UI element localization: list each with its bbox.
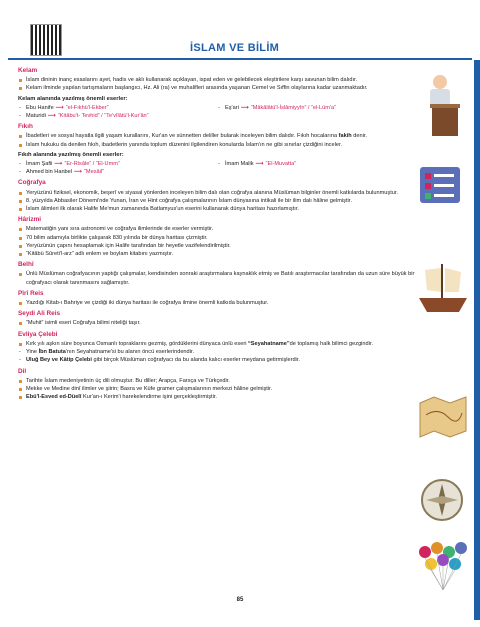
sailing-ship-icon xyxy=(415,258,471,318)
belhi-paragraph: Ünlü Müslüman coğrafyacının yaptığı çalışmalar, kendisinden sonraki araştırmalara kaynaklık etmiş ve Batılı araştırmacılar tarafından da uzun süre büyük bir coğrafyacı olarak tanınmasını sağlamıştır. xyxy=(18,270,416,286)
section-heading-harizmi: Hârizmi xyxy=(18,216,42,224)
title-divider xyxy=(8,58,472,60)
cografya-paragraph: Yeryüzünü fiziksel, ekonomik, beşerî ve siyasal yönlerden inceleyen bilim dalı olan coğrafya alanına Müslüman bilginler önemli katkılarda bulunmuştur. xyxy=(18,189,416,197)
piri-paragraph: Yazdığı Kitab-ı Bahriye ve çizdiği iki dünya haritası ile coğrafya ilmine önemli katkıda bulunmuştur. xyxy=(18,299,416,307)
kelam-works-heading: Kelam alanında yazılmış önemli eserler: xyxy=(18,95,128,102)
main-content xyxy=(18,64,416,401)
evliya-paragraph: - Yine İbn Batuta'nın Seyahatname'si bu alanın öncü eserlerindendir. xyxy=(18,348,416,356)
work-item: - Ahmed bin Hanbel ⟶ “Mesâil” xyxy=(18,168,416,176)
seydi-paragraph: “Muhit” isimli eseri Coğrafya bilimi niteliği taşır. xyxy=(18,319,416,327)
page-title: İSLAM VE BİLİM xyxy=(190,42,280,54)
section-heading-cografya: Coğrafya xyxy=(18,179,46,187)
section-heading-fikih: Fıkıh xyxy=(18,123,33,131)
balloons-letters-icon xyxy=(415,540,471,596)
work-item: - İmam Malik ⟶ “El-Muvatta” xyxy=(217,160,416,168)
work-item: - Eş'ari ⟶ “Mâkâlâtü'l-İslâmiyyîn” / “el-Lüm'a” xyxy=(217,104,416,112)
work-item: - Ebu Hanife ⟶ “el-Fıkhü'l-Ekber” xyxy=(18,104,217,112)
evliya-paragraph: - Uluğ Bey ve Kâtip Çelebi gibi birçok Müslüman coğrafyacı da bu alanda kalıcı eserler meydana getirmişlerdir. xyxy=(18,356,416,364)
dil-paragraph: Ebü'l-Esved ed-Düelî Kur'an-ı Kerim'i harekelendirme işini gerçekleştirmiştir. xyxy=(18,393,416,401)
checklist-icon xyxy=(418,165,462,205)
section-heading-evliya: Evliya Çelebi xyxy=(18,330,58,338)
section-heading-piri: Pîrî Reis xyxy=(18,289,44,297)
section-heading-belhi: Belhî xyxy=(18,261,34,269)
qr-code-icon xyxy=(30,24,62,56)
kelam-paragraph: İslam dininin inanç esaslarını ayet, hadis ve aklı kullanarak açıklayan, ispat eden ve gelebilecek eleştirilere karşı savunan bilim dalıdır. xyxy=(18,76,416,84)
old-map-icon xyxy=(418,395,468,439)
dil-paragraph: Tarihte İslam medeniyetinin üç dili olmuştur. Bu diller; Arapça, Farsça ve Türkçedir. xyxy=(18,377,416,385)
kelam-paragraph: Kelam ilminde yapılan tartışmaların başlangıcı, Hz. Ali (ra) ve muhalifleri arasında yaşanan Cemel ve Sıffin olaylarına kadar uzanmaktadır. xyxy=(18,84,416,92)
harizmi-paragraph: 70 bilim adamıyla birlikte çalışarak 830 yılında bir dünya haritası çizmiştir. xyxy=(18,234,416,242)
work-item: - İmam Şafii ⟶ “Er-Risâle” / “El-Umm” xyxy=(18,160,217,168)
section-heading-kelam: Kelam xyxy=(18,67,38,74)
compass-icon xyxy=(420,478,464,522)
cografya-paragraph: 8. yüzyılda Abbasiler Dönemi'nde Yunan, İran ve Hint coğrafya çalışmalarının İslam dünyasına intikali ile bir ilim dalı hâline gelmiştir. xyxy=(18,197,416,205)
fikih-works-heading: Fıkıh alanında yazılmış önemli eserler: xyxy=(18,151,124,158)
section-heading-dil: Dil xyxy=(18,367,27,375)
page-number: 85 xyxy=(236,597,244,603)
harizmi-paragraph: Yeryüzünün çapını hesaplamak için Halife tarafından bir heyetle vazifelendirilmiştir. xyxy=(18,242,416,250)
harizmi-paragraph: Matematiğin yanı sıra astronomi ve coğrafya ilimlerinde de eserler vermiştir. xyxy=(18,225,416,233)
speaker-at-podium-icon xyxy=(418,70,468,140)
work-item: - Maturidi ⟶ “Kitâbu't- Tevhid” / “Te'vîlâtü'l-Kur'ân” xyxy=(18,112,416,120)
section-heading-seydi: Seydi Ali Reis xyxy=(18,310,61,318)
harizmi-paragraph: “Kitâbü Sûreti'l-arz” adlı enlem ve boylam kitabını yazmıştır. xyxy=(18,250,416,258)
fikih-paragraph: İslam hukuku da denilen fıkıh, ibadetlerin yanında toplum düzenini ilgilendiren konularda İslam'ın ne gibi sınırlar çizdiğini inceler. xyxy=(18,141,416,149)
right-edge-bar xyxy=(474,60,480,620)
evliya-paragraph: Kırk yılı aşkın süre boyunca Osmanlı topraklarını gezmiş, gördüklerini dünyaca ünlü eseri “Seyahatname”de toplamış halk bilimci gezgindir. xyxy=(18,340,416,348)
cografya-paragraph: İslam âlimleri ilk olarak Halife Me'mun zamanında Batlamyus'un eserini kullanarak dünya haritası hazırlamıştır. xyxy=(18,205,416,213)
fikih-paragraph: İbadetleri ve sosyal hayatla ilgili yaşam kurallarını, Kur'an ve sünnetten deliller bularak inceleyen bilim dalıdır. Fıkıh hocalarına fakih denir. xyxy=(18,132,416,140)
dil-paragraph: Mekke ve Medine dinî ilimler ve şiirin; Basra ve Küfe gramer çalışmalarının merkezi hâline gelmiştir. xyxy=(18,385,416,393)
